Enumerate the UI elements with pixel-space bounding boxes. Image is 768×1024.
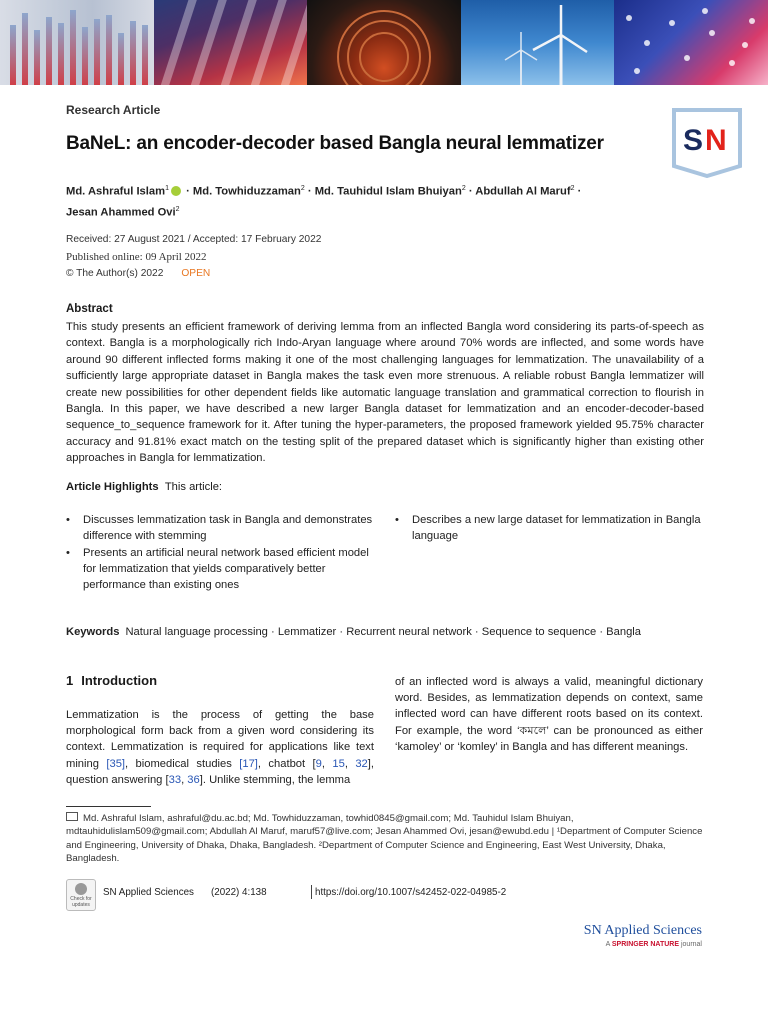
affiliation-marker: 2 bbox=[300, 185, 305, 192]
intro-left-column bbox=[66, 707, 374, 788]
highlight-item: • Presents an artificial neural network based efficient model for lemmatization that yields comparatively better performance than existing ones bbox=[66, 545, 376, 594]
citation-link[interactable]: 15 bbox=[332, 757, 345, 770]
intro-right-column: of an inflected word is always a valid, meaningful dictionary word. Besides, as lemmatization depends on context, same inflected word can have different roots based on its context. For example, the word ‘কমলে’ can be pronounced as either ‘kamoley’ or ‘komley’ in Bangla and has different meanings. bbox=[395, 676, 703, 753]
svg-text:N: N bbox=[705, 124, 727, 157]
body-text: Lemmatization is the process of getting the base morphological form back from a given word considering its context. Lemmatization is required for applications like text mining bbox=[66, 709, 374, 770]
page-footer bbox=[66, 885, 706, 911]
sn-journal-logo bbox=[672, 108, 742, 178]
body-text: , biomedical studies bbox=[125, 757, 240, 770]
doi-link[interactable]: https://doi.org/10.1007/s42452-022-04985-2 bbox=[315, 887, 507, 898]
svg-text:S: S bbox=[683, 124, 704, 157]
citation-link[interactable]: [17] bbox=[239, 757, 258, 770]
article-title: BaNeL: an encoder-decoder based Bangla neural lemmatizer bbox=[66, 133, 604, 154]
orcid-icon[interactable] bbox=[171, 186, 181, 196]
open-access-badge: OPEN bbox=[181, 268, 211, 279]
author-name[interactable]: Abdullah Al Maruf bbox=[475, 185, 571, 198]
author-footnote bbox=[66, 812, 706, 866]
brand-prefix: A bbox=[605, 941, 612, 948]
author-name[interactable]: Md. Tauhidul Islam Bhuiyan bbox=[314, 185, 462, 198]
banner-panel-fibers bbox=[154, 0, 308, 85]
footer-volume: (2022) 4:138 bbox=[211, 887, 267, 898]
citation-link[interactable]: [35] bbox=[106, 757, 126, 770]
body-text: ], question answering [ bbox=[66, 757, 374, 786]
highlight-item: • Discusses lemmatization task in Bangla and demonstrates difference with stemming bbox=[66, 512, 376, 545]
author-separator: · bbox=[182, 185, 193, 198]
footer-journal: SN Applied Sciences bbox=[103, 887, 194, 898]
section-number: 1 bbox=[66, 673, 74, 688]
keywords-heading: Keywords bbox=[66, 626, 120, 638]
author-separator: · bbox=[574, 185, 582, 198]
author-name[interactable]: Md. Ashraful Islam bbox=[66, 185, 166, 198]
author-list bbox=[66, 180, 626, 221]
brand-publisher-line bbox=[584, 941, 702, 948]
author-separator: · bbox=[304, 185, 315, 198]
section-heading-introduction bbox=[66, 673, 157, 688]
brand-suffix: journal bbox=[679, 941, 702, 948]
citation-link[interactable]: 36 bbox=[187, 773, 200, 786]
banner-panel-coil bbox=[307, 0, 461, 85]
banner-panel-lab bbox=[0, 0, 154, 85]
citation-link[interactable]: 33 bbox=[168, 773, 182, 786]
body-text: ]. Unlike stemming, the lemma bbox=[199, 773, 351, 786]
highlights-right-column bbox=[395, 512, 705, 545]
affiliation-marker: 1 bbox=[165, 185, 169, 192]
body-text: , bbox=[321, 757, 333, 770]
footnote-divider bbox=[66, 806, 151, 807]
citation-link[interactable]: 9 bbox=[315, 757, 322, 770]
copyright-text: © The Author(s) 2022 bbox=[66, 268, 164, 279]
check-badge-text: Check for updates bbox=[70, 896, 92, 908]
author-name[interactable]: Jesan Ahammed Ovi bbox=[66, 206, 176, 219]
highlight-item: • Describes a new large dataset for lemmatization in Bangla language bbox=[395, 512, 705, 545]
section-title: Introduction bbox=[81, 673, 158, 688]
body-text: , bbox=[344, 757, 356, 770]
highlights-heading bbox=[66, 481, 222, 493]
check-for-updates-badge[interactable] bbox=[66, 879, 96, 911]
banner-panel-molecules bbox=[614, 0, 768, 85]
body-text: , bbox=[181, 773, 188, 786]
journal-brand bbox=[584, 923, 702, 948]
affiliation-marker: 2 bbox=[175, 205, 180, 213]
footer-divider bbox=[311, 885, 312, 899]
cover-banner bbox=[0, 0, 768, 85]
article-type: Research Article bbox=[66, 103, 161, 117]
highlights-intro: This article: bbox=[164, 481, 223, 493]
keywords-line bbox=[66, 626, 641, 638]
author-name[interactable]: Md. Towhiduzzaman bbox=[192, 185, 301, 198]
brand-name: SN Applied Sciences bbox=[583, 923, 702, 938]
abstract-heading: Abstract bbox=[66, 303, 113, 315]
footnote-text: Md. Ashraful Islam, ashraful@du.ac.bd; Md. Towhiduzzaman, towhid0845@gmail.com; Md. Tauhidul Islam Bhuiyan, mdtauhidulislam509@gmail.com; Abdullah Al Maruf, maruf57@live.com; Jesan Ahammed Ovi, jesan@ewubd.edu | ¹Department of Computer Science and Engineering, University of Dhaka, Dhaka, Bangladesh. ²Department of Computer Science and Engineering, East West University, Dhaka, Bangladesh. bbox=[66, 813, 703, 865]
keywords-text: Natural language processing · Lemmatizer · Recurrent neural network · Sequence to sequence · Bangla bbox=[125, 626, 641, 638]
banner-panel-wind-turbine bbox=[461, 0, 615, 85]
crossmark-icon bbox=[75, 883, 87, 895]
published-date: Published online: 09 April 2022 bbox=[66, 251, 207, 263]
affiliation-marker: 2 bbox=[570, 185, 575, 192]
received-accepted-dates: Received: 27 August 2021 / Accepted: 17 February 2022 bbox=[66, 234, 322, 245]
highlights-left-column bbox=[66, 512, 376, 593]
mail-icon bbox=[66, 812, 78, 821]
abstract-text: This study presents an efficient framework of deriving lemma from an inflected Bangla word considering its parts-of-speech as context. Bangla is a morphologically rich Indo-Aryan language where around 70% words are inflected, and some words have around 90 different inflected forms making it one of the most challenging languages for lemmatization. The unavailability of a sufficiently large appropriate dataset in Bangla makes the task even more strenuous. A reliable robust Bangla lemmatizer will create new possibilities for other dependent fields like automatic language translation and grammatical correction to flourish in Bangla. In this paper, we have described a new larger Bangla dataset for lemmatization and an encoder-decoder-based sequence_to_sequence framework for it. After tuning the hyper-parameters, the proposed framework yielded 95.75% character accuracy and 91.81% exact match on the testing split of the prepared dataset which is significantly higher than existing other approaches in Bangla for lemmatization. bbox=[66, 321, 704, 465]
citation-link[interactable]: 32 bbox=[355, 757, 368, 770]
affiliation-marker: 2 bbox=[461, 185, 466, 192]
author-separator: · bbox=[465, 185, 476, 198]
springer-nature-wordmark: SPRINGER NATURE bbox=[611, 941, 680, 948]
body-text: , chatbot [ bbox=[257, 757, 316, 770]
highlights-title: Article Highlights bbox=[66, 481, 159, 493]
copyright-line bbox=[66, 268, 210, 279]
